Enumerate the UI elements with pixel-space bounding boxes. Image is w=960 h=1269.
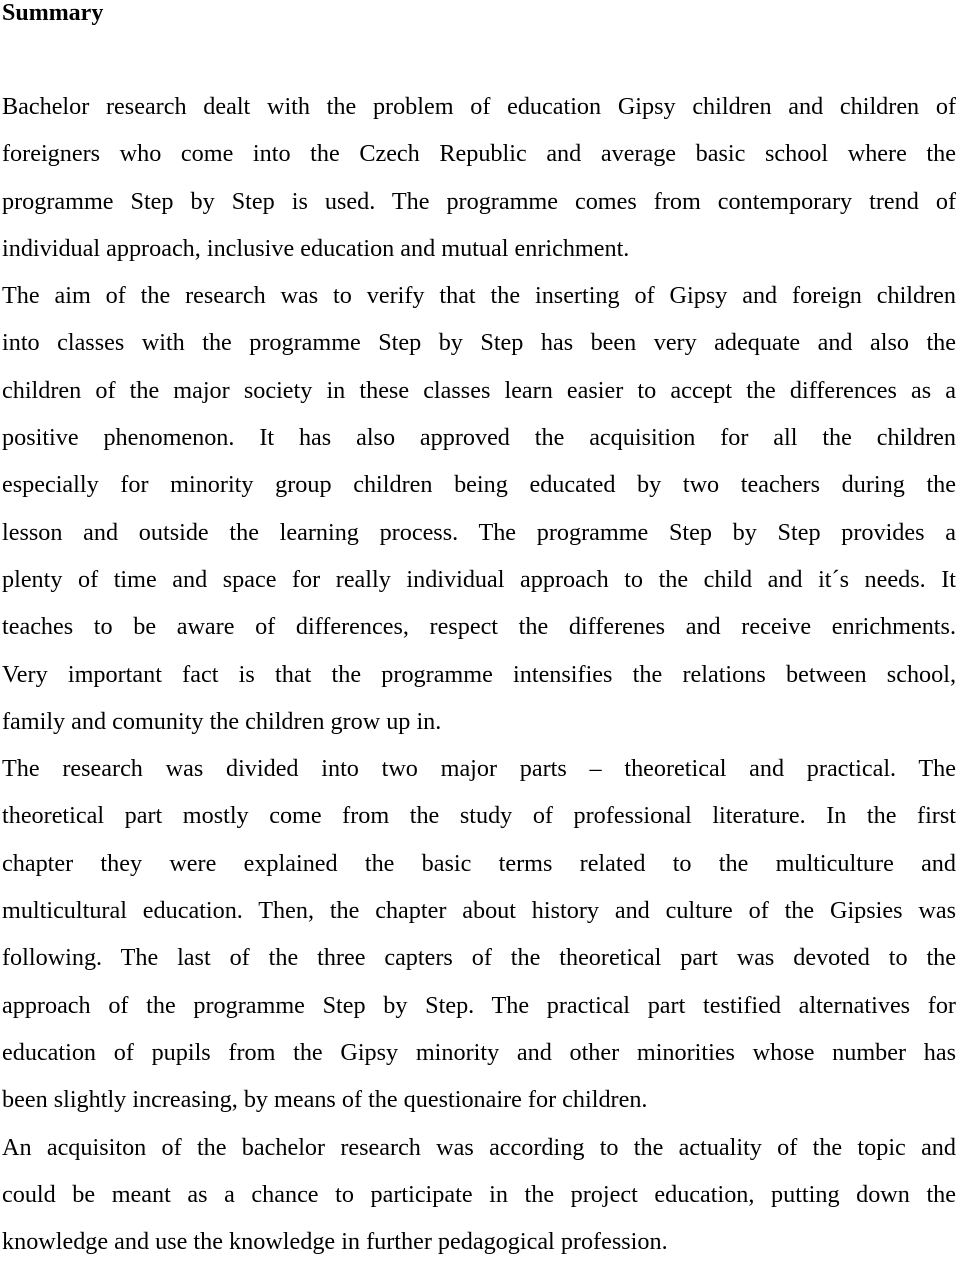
text-line: children of the major society in these classes learn easier to accept the differences as a — [2, 376, 956, 404]
text-line: The research was divided into two major parts – theoretical and practical. The — [2, 755, 956, 783]
text-line: The aim of the research was to verify that the inserting of Gipsy and foreign children — [2, 282, 956, 310]
text-line: Very important fact is that the programme intensifies the relations between school, — [2, 660, 956, 688]
text-line: family and comunity the children grow up in. — [2, 707, 442, 735]
text-line: theoretical part mostly come from the study of professional literature. In the first — [2, 802, 956, 830]
summary-body — [2, 87, 956, 1269]
text-line: following. The last of the three capters of the theoretical part was devoted to the — [2, 944, 956, 972]
text-line: individual approach, inclusive education and mutual enrichment. — [2, 234, 630, 262]
text-line: plenty of time and space for really individual approach to the child and it´s needs. It — [2, 565, 956, 593]
text-line: teaches to be aware of differences, respect the differenes and receive enrichments. — [2, 613, 956, 641]
text-line: An acquisiton of the bachelor research was according to the actuality of the topic and — [2, 1133, 956, 1161]
page-title: Summary — [2, 0, 104, 26]
text-line: knowledge and use the knowledge in further pedagogical profession. — [2, 1228, 668, 1256]
text-line: chapter they were explained the basic terms related to the multiculture and — [2, 849, 956, 877]
text-line: multicultural education. Then, the chapter about history and culture of the Gipsies was — [2, 897, 956, 925]
text-line: education of pupils from the Gipsy minority and other minorities whose number has — [2, 1038, 956, 1066]
text-line: lesson and outside the learning process. The programme Step by Step provides a — [2, 518, 956, 546]
text-line: programme Step by Step is used. The programme comes from contemporary trend of — [2, 187, 956, 215]
text-line: into classes with the programme Step by Step has been very adequate and also the — [2, 329, 956, 357]
text-line: especially for minority group children being educated by two teachers during the — [2, 471, 956, 499]
text-line: positive phenomenon. It has also approved the acquisition for all the children — [2, 424, 956, 452]
text-line: been slightly increasing, by means of the questionaire for children. — [2, 1086, 648, 1114]
text-line: Bachelor research dealt with the problem of education Gipsy children and children of — [2, 93, 956, 120]
text-line: could be meant as a chance to participate in the project education, putting down the — [2, 1180, 956, 1208]
text-line: approach of the programme Step by Step. The practical part testified alternatives for — [2, 991, 956, 1019]
text-line: foreigners who come into the Czech Republic and average basic school where the — [2, 140, 956, 168]
